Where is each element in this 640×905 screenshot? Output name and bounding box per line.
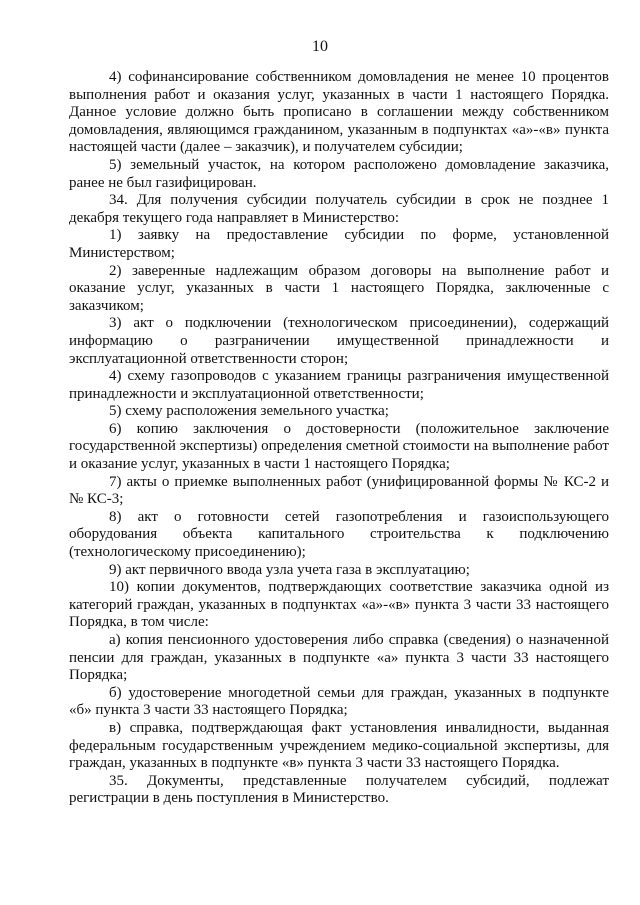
paragraph-disability-certificate: в) справка, подтверждающая факт установления инвалидности, выданная федеральным государственным учреждением медико-социальной экспертизы, для граждан, указанных в подпункте «в» пункта 3 части 33 настоящего Порядка.	[69, 719, 609, 772]
paragraph-connection-act: 3) акт о подключении (технологическом присоединении), содержащий информацию о разграничении имущественной принадлежности и эксплуатационной ответственности сторон;	[69, 315, 609, 367]
paragraph-land-plot: 5) земельный участок, на котором расположено домовладение заказчика, ранее не был газифицирован.	[69, 156, 609, 191]
paragraph-land-plot-scheme: 5) схему расположения земельного участка;	[109, 403, 389, 420]
paragraph-expertise-conclusion: 6) копию заключения о достоверности (положительное заключение государственной экспертизы) определения сметной стоимости на выполнение работ и оказание услуг, указанных в части 1 настоящего Порядка;	[69, 420, 609, 473]
paragraph-contracts: 2) заверенные надлежащим образом договоры на выполнение работ и оказание услуг, указанных в части 1 настоящего Порядка, заключенные с заказчиком;	[69, 262, 609, 314]
paragraph-large-family-certificate: б) удостоверение многодетной семьи для граждан, указанных в подпункте «б» пункта 3 части 33 настоящего Порядка;	[69, 684, 609, 719]
paragraph-gas-pipeline-scheme: 4) схему газопроводов с указанием границы разграничения имущественной принадлежности и эксплуатационной ответственности;	[69, 368, 609, 402]
paragraph-document-copies: 10) копии документов, подтверждающих соответствие заказчика одной из категорий граждан, указанных в подпунктах «а»-«в» пункта 3 части 33 настоящего Порядка, в том числе:	[69, 579, 609, 631]
paragraph-readiness-act: 8) акт о готовности сетей газопотребления и газоиспользующего оборудования объекта капитального строительства к подключению (технологическому присоединению);	[69, 508, 609, 561]
paragraph-meter-act: 9) акт первичного ввода узла учета газа в эксплуатацию;	[109, 561, 470, 578]
paragraph-cofinancing: 4) софинансирование собственником домовладения не менее 10 процентов выполнения работ и оказания услуг, указанных в части 1 настоящего Порядка. Данное условие должно быть прописано в соглашении между собственником домовладения, являющимся гражданином, указанным в подпунктах «а»-«в» пункта настоящей части (далее – заказчик), и получателем субсидии;	[69, 69, 609, 156]
paragraph-application: 1) заявку на предоставление субсидии по форме, установленной Министерством;	[69, 227, 609, 261]
paragraph-pension-certificate: а) копия пенсионного удостоверения либо справка (сведения) о назначенной пенсии для граждан, указанных в подпункте «а» пункта 3 части 33 настоящего Порядка;	[69, 632, 609, 684]
document-body	[69, 69, 609, 808]
paragraph-section-35: 35. Документы, представленные получателем субсидий, подлежат регистрации в день поступления в Министерство.	[69, 772, 609, 807]
paragraph-acceptance-acts: 7) акты о приемке выполненных работ (унифицированной формы № КС-2 и № КС-3;	[69, 473, 609, 508]
page-number: 10	[312, 38, 328, 55]
paragraph-section-34: 34. Для получения субсидии получатель субсидии в срок не позднее 1 декабря текущего года направляет в Министерство:	[69, 192, 609, 226]
